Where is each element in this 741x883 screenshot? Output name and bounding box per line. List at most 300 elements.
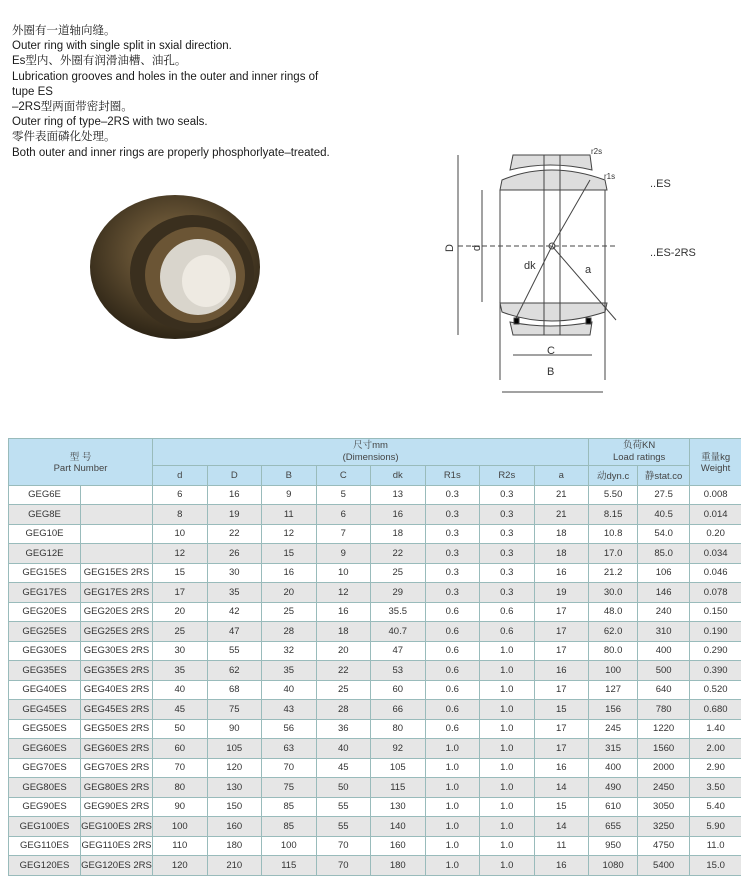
table-cell: 0.6: [425, 661, 480, 681]
table-row: [9, 524, 741, 544]
table-cell: 1.40: [690, 719, 741, 739]
table-cell: 5.40: [690, 797, 741, 817]
table-row: [9, 622, 741, 642]
table-cell: 130: [371, 797, 426, 817]
table-cell: 146: [638, 583, 690, 603]
table-cell: GEG120ES 2RS: [81, 856, 153, 876]
table-cell: 30: [207, 563, 262, 583]
table-cell: 21.2: [589, 563, 638, 583]
table-row: [9, 739, 741, 759]
table-cell: 25: [371, 563, 426, 583]
table-cell: 7: [316, 524, 371, 544]
table-cell: 0.3: [425, 544, 480, 564]
table-cell: 6: [316, 505, 371, 525]
description-line: Both outer and inner rings are properly phosphorlyate–treated.: [12, 146, 330, 159]
description-line: tupe ES: [12, 85, 53, 98]
table-cell: 110: [153, 836, 208, 856]
table-cell: 10.8: [589, 524, 638, 544]
table-cell: 4750: [638, 836, 690, 856]
table-cell: GEG120ES: [9, 856, 81, 876]
table-cell: 1.0: [480, 641, 535, 661]
table-cell: 47: [207, 622, 262, 642]
table-cell: 15.0: [690, 856, 741, 876]
table-cell: 310: [638, 622, 690, 642]
table-cell: 150: [207, 797, 262, 817]
table-cell: 10: [316, 563, 371, 583]
table-cell: 25: [153, 622, 208, 642]
table-cell: 400: [589, 758, 638, 778]
table-cell: 16: [534, 856, 589, 876]
table-cell: 11: [534, 836, 589, 856]
table-cell: GEG80ES: [9, 778, 81, 798]
table-cell: 80.0: [589, 641, 638, 661]
table-cell: 90: [153, 797, 208, 817]
table-cell: 0.078: [690, 583, 741, 603]
table-cell: 45: [153, 700, 208, 720]
table-cell: 19: [534, 583, 589, 603]
table-cell: 120: [153, 856, 208, 876]
table-cell: [81, 505, 153, 525]
table-cell: [81, 544, 153, 564]
table-cell: 160: [371, 836, 426, 856]
table-cell: GEG100ES: [9, 817, 81, 837]
table-cell: GEG90ES 2RS: [81, 797, 153, 817]
table-cell: 156: [589, 700, 638, 720]
angle-a-label: a: [585, 264, 592, 276]
table-cell: 160: [207, 817, 262, 837]
table-cell: 17: [153, 583, 208, 603]
table-cell: 2.90: [690, 758, 741, 778]
table-cell: 40: [153, 680, 208, 700]
table-cell: 1.0: [425, 817, 480, 837]
table-cell: GEG20ES 2RS: [81, 602, 153, 622]
table-cell: 70: [262, 758, 317, 778]
table-row: [9, 836, 741, 856]
table-row: [9, 758, 741, 778]
table-cell: GEG50ES 2RS: [81, 719, 153, 739]
table-cell: 15: [262, 544, 317, 564]
table-cell: 245: [589, 719, 638, 739]
table-cell: 43: [262, 700, 317, 720]
table-cell: 75: [207, 700, 262, 720]
table-cell: 0.3: [425, 505, 480, 525]
table-cell: GEG25ES 2RS: [81, 622, 153, 642]
table-cell: 15: [534, 700, 589, 720]
table-cell: 18: [534, 524, 589, 544]
table-cell: 180: [371, 856, 426, 876]
table-cell: 8.15: [589, 505, 638, 525]
table-cell: 0.6: [425, 680, 480, 700]
description-line: 外圈有一道轴向缝。: [12, 25, 116, 37]
table-row: [9, 583, 741, 603]
table-cell: 127: [589, 680, 638, 700]
description-line: Outer ring of type–2RS with two seals.: [12, 116, 208, 129]
table-cell: 1.0: [425, 856, 480, 876]
table-cell: 55: [316, 817, 371, 837]
table-row: [9, 817, 741, 837]
table-cell: GEG110ES: [9, 836, 81, 856]
table-row: [9, 544, 741, 564]
table-cell: 80: [371, 719, 426, 739]
table-cell: 100: [589, 661, 638, 681]
table-cell: 0.390: [690, 661, 741, 681]
table-cell: 1.0: [425, 739, 480, 759]
table-cell: 500: [638, 661, 690, 681]
table-cell: 18: [371, 524, 426, 544]
column-header: B: [262, 466, 317, 486]
table-cell: 53: [371, 661, 426, 681]
table-cell: 36: [316, 719, 371, 739]
table-cell: 16: [371, 505, 426, 525]
table-cell: 1.0: [480, 797, 535, 817]
table-cell: 0.3: [425, 583, 480, 603]
table-cell: 29: [371, 583, 426, 603]
table-cell: 0.6: [480, 602, 535, 622]
table-cell: 17.0: [589, 544, 638, 564]
table-cell: 3250: [638, 817, 690, 837]
table-cell: 0.3: [480, 544, 535, 564]
table-cell: 85: [262, 817, 317, 837]
table-cell: 100: [262, 836, 317, 856]
bearing-photo: [80, 185, 275, 350]
table-row: [9, 641, 741, 661]
table-row: [9, 602, 741, 622]
table-cell: 5.50: [589, 485, 638, 505]
table-cell: 14: [534, 817, 589, 837]
table-cell: 400: [638, 641, 690, 661]
table-cell: 28: [316, 700, 371, 720]
table-cell: 1.0: [480, 836, 535, 856]
table-cell: 0.008: [690, 485, 741, 505]
table-cell: 0.3: [425, 563, 480, 583]
table-cell: 0.3: [480, 505, 535, 525]
table-cell: 100: [153, 817, 208, 837]
table-cell: 47: [371, 641, 426, 661]
table-cell: 6: [153, 485, 208, 505]
table-cell: GEG60ES: [9, 739, 81, 759]
table-cell: 0.290: [690, 641, 741, 661]
table-cell: 27.5: [638, 485, 690, 505]
table-cell: GEG25ES: [9, 622, 81, 642]
table-cell: 0.520: [690, 680, 741, 700]
load-ratings-header: 负荷KN Load ratings: [589, 439, 690, 466]
table-cell: 14: [534, 778, 589, 798]
column-header: 动dyn.c: [589, 466, 638, 486]
table-cell: 17: [534, 602, 589, 622]
table-cell: 55: [207, 641, 262, 661]
table-cell: 0.3: [480, 485, 535, 505]
table-cell: 35.5: [371, 602, 426, 622]
table-cell: 25: [316, 680, 371, 700]
table-cell: 25: [262, 602, 317, 622]
table-cell: 140: [371, 817, 426, 837]
table-cell: GEG80ES 2RS: [81, 778, 153, 798]
table-row: [9, 778, 741, 798]
table-cell: GEG30ES 2RS: [81, 641, 153, 661]
table-cell: 12: [262, 524, 317, 544]
table-row: [9, 680, 741, 700]
table-cell: 2450: [638, 778, 690, 798]
table-cell: 115: [371, 778, 426, 798]
table-cell: 1.0: [425, 836, 480, 856]
table-cell: 0.6: [425, 602, 480, 622]
table-cell: 22: [316, 661, 371, 681]
table-cell: 22: [207, 524, 262, 544]
table-cell: 60: [371, 680, 426, 700]
table-cell: 30: [153, 641, 208, 661]
table-cell: GEG30ES: [9, 641, 81, 661]
column-header: R1s: [425, 466, 480, 486]
table-cell: 1.0: [480, 680, 535, 700]
table-cell: 16: [534, 661, 589, 681]
table-cell: GEG45ES 2RS: [81, 700, 153, 720]
table-cell: 55: [316, 797, 371, 817]
table-cell: 40.5: [638, 505, 690, 525]
table-cell: 0.20: [690, 524, 741, 544]
table-cell: 11.0: [690, 836, 741, 856]
table-cell: 1.0: [480, 758, 535, 778]
table-cell: 120: [207, 758, 262, 778]
table-cell: 17: [534, 641, 589, 661]
table-cell: 50: [316, 778, 371, 798]
table-cell: GEG40ES 2RS: [81, 680, 153, 700]
table-cell: GEG20ES: [9, 602, 81, 622]
table-cell: 0.3: [480, 583, 535, 603]
table-cell: 12: [153, 544, 208, 564]
table-cell: 62: [207, 661, 262, 681]
table-cell: 21: [534, 505, 589, 525]
table-row: [9, 485, 741, 505]
table-cell: GEG110ES 2RS: [81, 836, 153, 856]
column-header: 静stat.co: [638, 466, 690, 486]
dim-D-label: D: [443, 244, 456, 252]
table-row: [9, 661, 741, 681]
table-cell: 1.0: [480, 719, 535, 739]
table-cell: GEG8E: [9, 505, 81, 525]
dim-dk-label: dk: [524, 260, 536, 272]
table-row: [9, 719, 741, 739]
table-cell: 3050: [638, 797, 690, 817]
table-cell: 8: [153, 505, 208, 525]
table-cell: GEG70ES: [9, 758, 81, 778]
table-cell: 1.0: [425, 778, 480, 798]
table-cell: 54.0: [638, 524, 690, 544]
es-2rs-label: ..ES-2RS: [650, 247, 696, 259]
table-cell: 9: [262, 485, 317, 505]
table-cell: 15: [153, 563, 208, 583]
table-cell: 9: [316, 544, 371, 564]
table-cell: 75: [262, 778, 317, 798]
table-cell: 21: [534, 485, 589, 505]
table-cell: 68: [207, 680, 262, 700]
table-cell: 490: [589, 778, 638, 798]
description-line: Es型内、外圈有润滑油槽、油孔。: [12, 55, 187, 68]
table-cell: 40: [262, 680, 317, 700]
table-cell: 0.150: [690, 602, 741, 622]
table-cell: 1.0: [480, 856, 535, 876]
table-cell: 15: [534, 797, 589, 817]
table-cell: 17: [534, 719, 589, 739]
table-cell: 16: [207, 485, 262, 505]
table-cell: 655: [589, 817, 638, 837]
table-cell: 11: [262, 505, 317, 525]
table-cell: 70: [316, 856, 371, 876]
table-cell: 950: [589, 836, 638, 856]
table-cell: 0.3: [480, 563, 535, 583]
dim-B-label: B: [547, 366, 555, 378]
table-cell: GEG70ES 2RS: [81, 758, 153, 778]
table-cell: 16: [262, 563, 317, 583]
part-number-header: 型 号 Part Number: [9, 439, 153, 486]
table-cell: 63: [262, 739, 317, 759]
table-cell: 115: [262, 856, 317, 876]
table-row: [9, 797, 741, 817]
table-cell: GEG17ES: [9, 583, 81, 603]
table-cell: 315: [589, 739, 638, 759]
table-cell: 5400: [638, 856, 690, 876]
table-cell: 0.6: [425, 622, 480, 642]
table-cell: 1.0: [425, 797, 480, 817]
table-cell: GEG40ES: [9, 680, 81, 700]
table-cell: 56: [262, 719, 317, 739]
table-cell: 780: [638, 700, 690, 720]
column-header: R2s: [480, 466, 535, 486]
table-cell: 20: [262, 583, 317, 603]
table-cell: 1220: [638, 719, 690, 739]
table-cell: 50: [153, 719, 208, 739]
table-cell: GEG12E: [9, 544, 81, 564]
table-cell: 90: [207, 719, 262, 739]
table-cell: GEG50ES: [9, 719, 81, 739]
dimensions-header: 尺寸mm (Dimensions): [153, 439, 589, 466]
table-cell: 1080: [589, 856, 638, 876]
table-cell: 1.0: [480, 817, 535, 837]
table-cell: GEG15ES 2RS: [81, 563, 153, 583]
table-cell: 70: [153, 758, 208, 778]
dim-d-label: d: [471, 244, 484, 252]
table-cell: 18: [534, 544, 589, 564]
table-cell: GEG6E: [9, 485, 81, 505]
table-cell: 0.6: [425, 719, 480, 739]
table-cell: 0.3: [480, 524, 535, 544]
table-cell: 28: [262, 622, 317, 642]
table-cell: 105: [371, 758, 426, 778]
table-cell: 210: [207, 856, 262, 876]
table-cell: 0.6: [425, 700, 480, 720]
table-cell: 20: [316, 641, 371, 661]
table-cell: [81, 485, 153, 505]
table-cell: 0.034: [690, 544, 741, 564]
table-cell: 45: [316, 758, 371, 778]
table-cell: 16: [534, 563, 589, 583]
table-cell: 1.0: [425, 758, 480, 778]
r1s-label: r1s: [604, 172, 616, 181]
table-cell: 66: [371, 700, 426, 720]
table-cell: 30.0: [589, 583, 638, 603]
column-header: C: [316, 466, 371, 486]
table-cell: 1.0: [480, 661, 535, 681]
table-cell: 22: [371, 544, 426, 564]
table-cell: 240: [638, 602, 690, 622]
table-cell: GEG45ES: [9, 700, 81, 720]
table-cell: 20: [153, 602, 208, 622]
table-cell: 92: [371, 739, 426, 759]
table-cell: 85: [262, 797, 317, 817]
table-cell: 1.0: [480, 778, 535, 798]
r2s-label: r2s: [591, 147, 603, 156]
column-header: a: [534, 466, 589, 486]
table-cell: 40: [316, 739, 371, 759]
description-line: Lubrication grooves and holes in the outer and inner rings of: [12, 70, 319, 83]
description-line: Outer ring with single split in sxial direction.: [12, 40, 232, 53]
table-cell: 17: [534, 680, 589, 700]
table-row: [9, 856, 741, 876]
table-cell: 105: [207, 739, 262, 759]
table-cell: 640: [638, 680, 690, 700]
table-cell: 0.046: [690, 563, 741, 583]
table-row: [9, 505, 741, 525]
table-cell: 35: [153, 661, 208, 681]
table-cell: 70: [316, 836, 371, 856]
table-cell: 180: [207, 836, 262, 856]
table-cell: 17: [534, 739, 589, 759]
description-line: 零件表面磷化处理。: [12, 131, 116, 144]
table-cell: 17: [534, 622, 589, 642]
table-cell: 0.680: [690, 700, 741, 720]
es-label: ..ES: [650, 178, 671, 190]
table-cell: 80: [153, 778, 208, 798]
table-cell: 40.7: [371, 622, 426, 642]
table-cell: 0.3: [425, 485, 480, 505]
table-cell: 1.0: [480, 739, 535, 759]
column-header: D: [207, 466, 262, 486]
table-cell: 130: [207, 778, 262, 798]
table-cell: 35: [207, 583, 262, 603]
table-row: [9, 700, 741, 720]
table-cell: 1560: [638, 739, 690, 759]
description-text: [12, 24, 330, 161]
specification-table: [8, 438, 741, 876]
table-cell: 1.0: [480, 700, 535, 720]
table-cell: 12: [316, 583, 371, 603]
table-cell: 0.014: [690, 505, 741, 525]
column-header: d: [153, 466, 208, 486]
table-cell: GEG60ES 2RS: [81, 739, 153, 759]
table-cell: 60: [153, 739, 208, 759]
weight-header: 重量kg Weight: [690, 439, 741, 486]
table-cell: 5.90: [690, 817, 741, 837]
dim-C-label: C: [547, 345, 555, 357]
table-cell: 32: [262, 641, 317, 661]
table-cell: 0.6: [480, 622, 535, 642]
table-cell: 2.00: [690, 739, 741, 759]
table-cell: GEG35ES 2RS: [81, 661, 153, 681]
bearing-cross-section-diagram: [440, 140, 720, 410]
table-cell: 48.0: [589, 602, 638, 622]
column-header: dk: [371, 466, 426, 486]
table-cell: 610: [589, 797, 638, 817]
table-cell: 18: [316, 622, 371, 642]
table-cell: GEG100ES 2RS: [81, 817, 153, 837]
table-row: [9, 563, 741, 583]
table-cell: 13: [371, 485, 426, 505]
table-cell: GEG15ES: [9, 563, 81, 583]
table-cell: GEG17ES 2RS: [81, 583, 153, 603]
table-cell: 5: [316, 485, 371, 505]
table-cell: [81, 524, 153, 544]
table-cell: 10: [153, 524, 208, 544]
description-line: –2RS型两面带密封圈。: [12, 101, 133, 114]
